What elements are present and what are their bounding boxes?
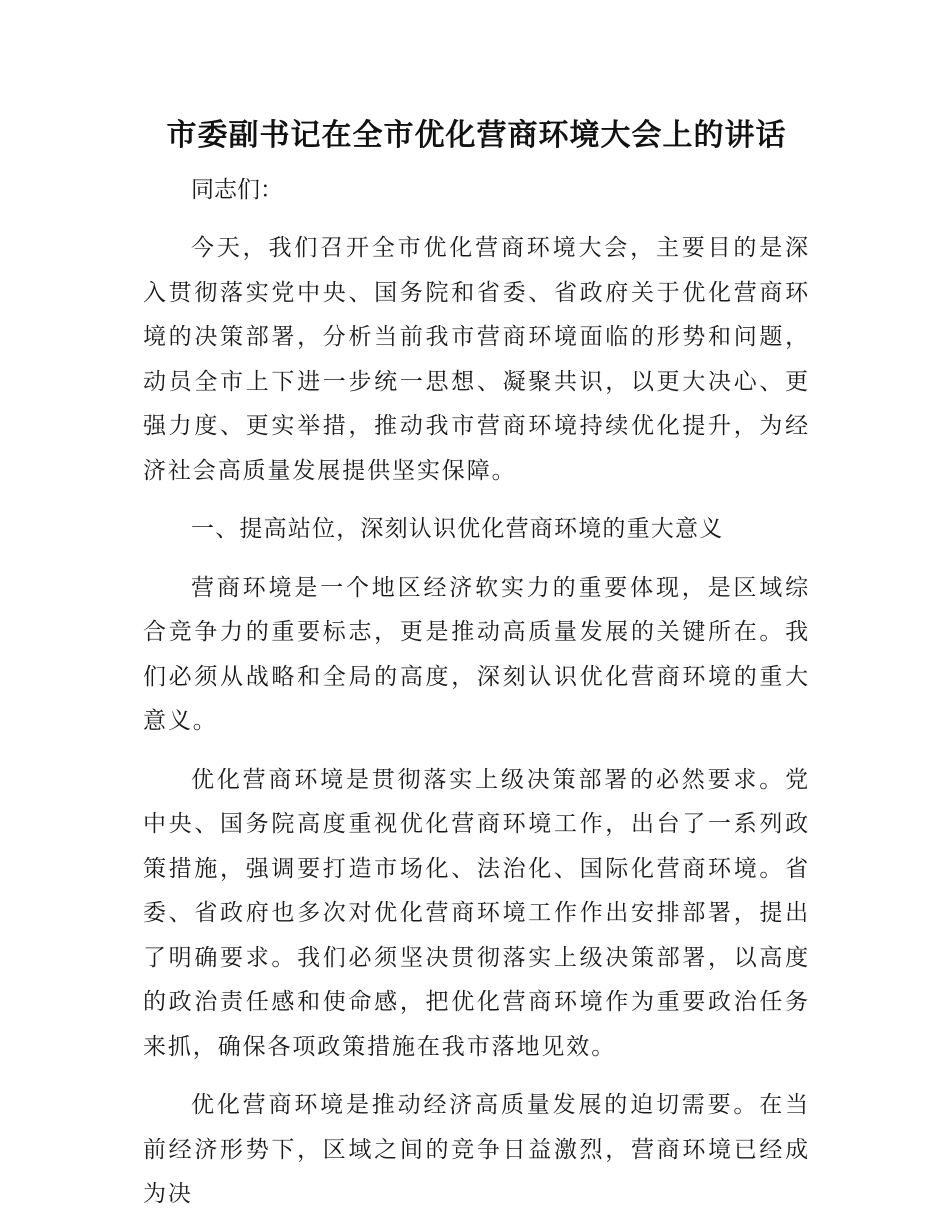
document-title: 市委副书记在全市优化营商环境大会上的讲话 (166, 118, 787, 153)
paragraph-requirement: 优化营商环境是贯彻落实上级决策部署的必然要求。党中央、国务院高度重视优化营商环境工作，出台了一系列政策措施，强调要打造市场化、法治化、国际化营商环境。省委、省政府也多次对优化营商环境工作作出安排部署，提出了明确要求。我们必须坚决贯彻落实上级决策部署，以高度的政治责任感和使命感，把优化营商环境作为重要政治任务来抓，确保各项政策措施在我市落地见效。 (143, 766, 810, 1060)
document-page (143, 112, 810, 1217)
paragraph-opening: 今天，我们召开全市优化营商环境大会，主要目的是深入贯彻落实党中央、国务院和省委、省政府关于优化营商环境的决策部署，分析当前我市营商环境面临的形势和问题，动员全市上下进一步统一思想、凝聚共识，以更大决心、更强力度、更实举措，推动我市营商环境持续优化提升，为经济社会高质量发展提供坚实保障。 (143, 235, 810, 484)
section-heading-1: 一、提高站位，深刻认识优化营商环境的重大意义 (191, 516, 724, 542)
salutation: 同志们： (191, 177, 283, 203)
paragraph-significance: 营商环境是一个地区经济软实力的重要体现，是区域综合竞争力的重要标志，更是推动高质量发展的关键所在。我们必须从战略和全局的高度，深刻认识优化营商环境的重大意义。 (143, 574, 810, 734)
paragraph-development: 优化营商环境是推动经济高质量发展的迫切需要。在当前经济形势下，区域之间的竞争日益激烈，营商环境已经成为决 (143, 1092, 810, 1207)
